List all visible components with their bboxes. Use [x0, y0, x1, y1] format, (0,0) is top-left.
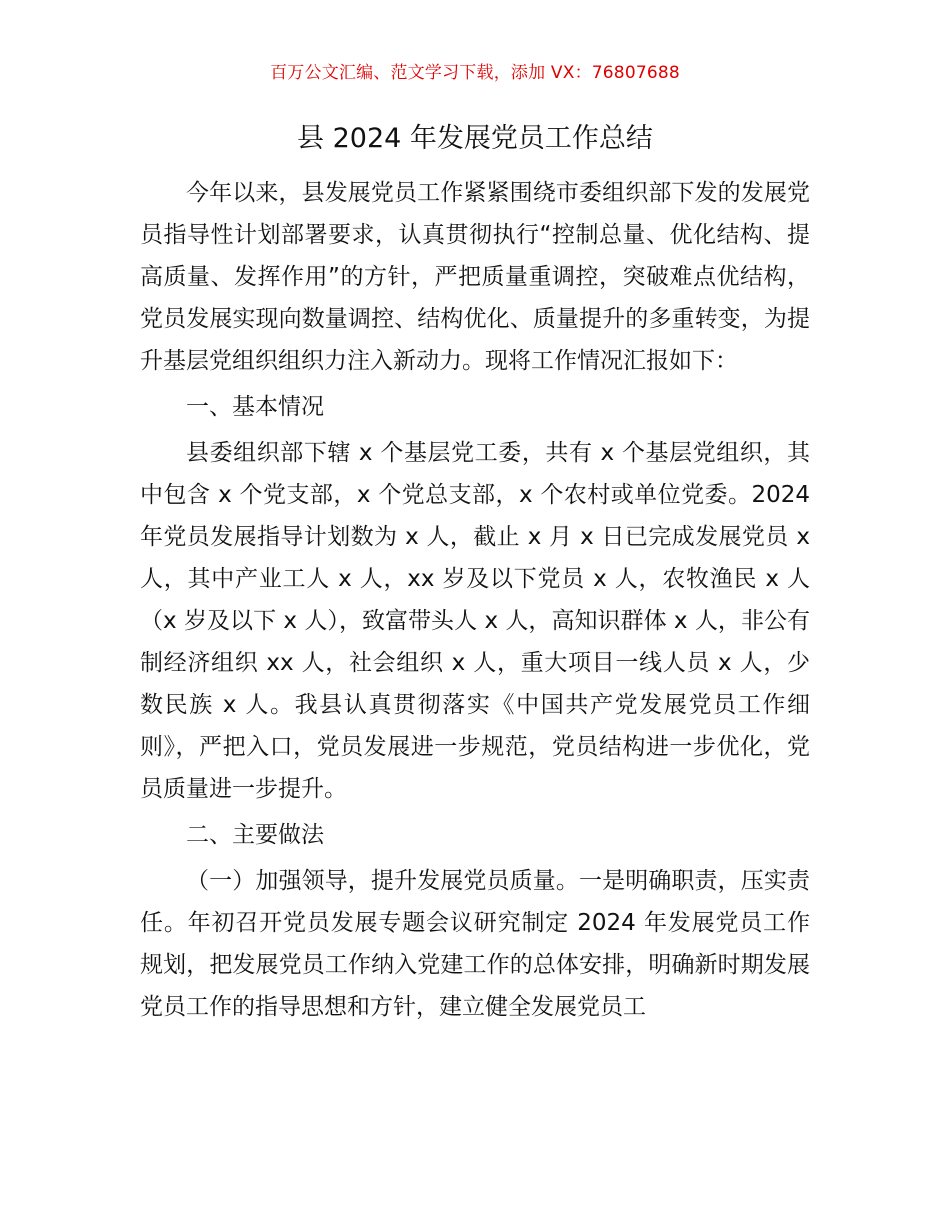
header-contact-note: 百万公文汇编、范文学习下载，添加 VX：76807688 [270, 63, 680, 83]
document-title: 县 2024 年发展党员工作总结 [297, 123, 653, 154]
section-2-heading: 二、主要做法 [186, 822, 324, 848]
document-body [140, 172, 810, 1028]
section-2-paragraph: （一）加强领导，提升发展党员质量。一是明确职责，压实责任。年初召开党员发展专题会议研究制定 2024 年发展党员工作规划，把发展党员工作纳入党建工作的总体安排，明确新时期发展党员工作的指导思想和方针，建立健全发展党员工 [140, 868, 810, 1020]
intro-paragraph: 今年以来，县发展党员工作紧紧围绕市委组织部下发的发展党员指导性计划部署要求，认真贯彻执行“控制总量、优化结构、提高质量、发挥作用”的方针，严把质量重调控，突破难点优结构，党员发展实现向数量调控、结构优化、质量提升的多重转变，为提升基层党组织组织力注入新动力。现将工作情况汇报如下： [140, 180, 810, 374]
section-1-paragraph: 县委组织部下辖 x 个基层党工委，共有 x 个基层党组织，其中包含 x 个党支部，x 个党总支部，x 个农村或单位党委。2024 年党员发展指导计划数为 x 人，截止 x 月 x 日已完成发展党员 x 人，其中产业工人 x 人，xx 岁及以下党员 x 人，农牧渔民 x 人（x 岁及以下 x 人），致富带头人 x 人，高知识群体 x 人，非公有制经济组织 xx 人，社会组织 x 人，重大项目一线人员 x 人，少数民族 x 人。我县认真贯彻落实《中国共产党发展党员工作细则》，严把入口，党员发展进一步规范，党员结构进一步优化，党员质量进一步提升。 [140, 440, 810, 802]
section-1-heading: 一、基本情况 [186, 394, 324, 420]
